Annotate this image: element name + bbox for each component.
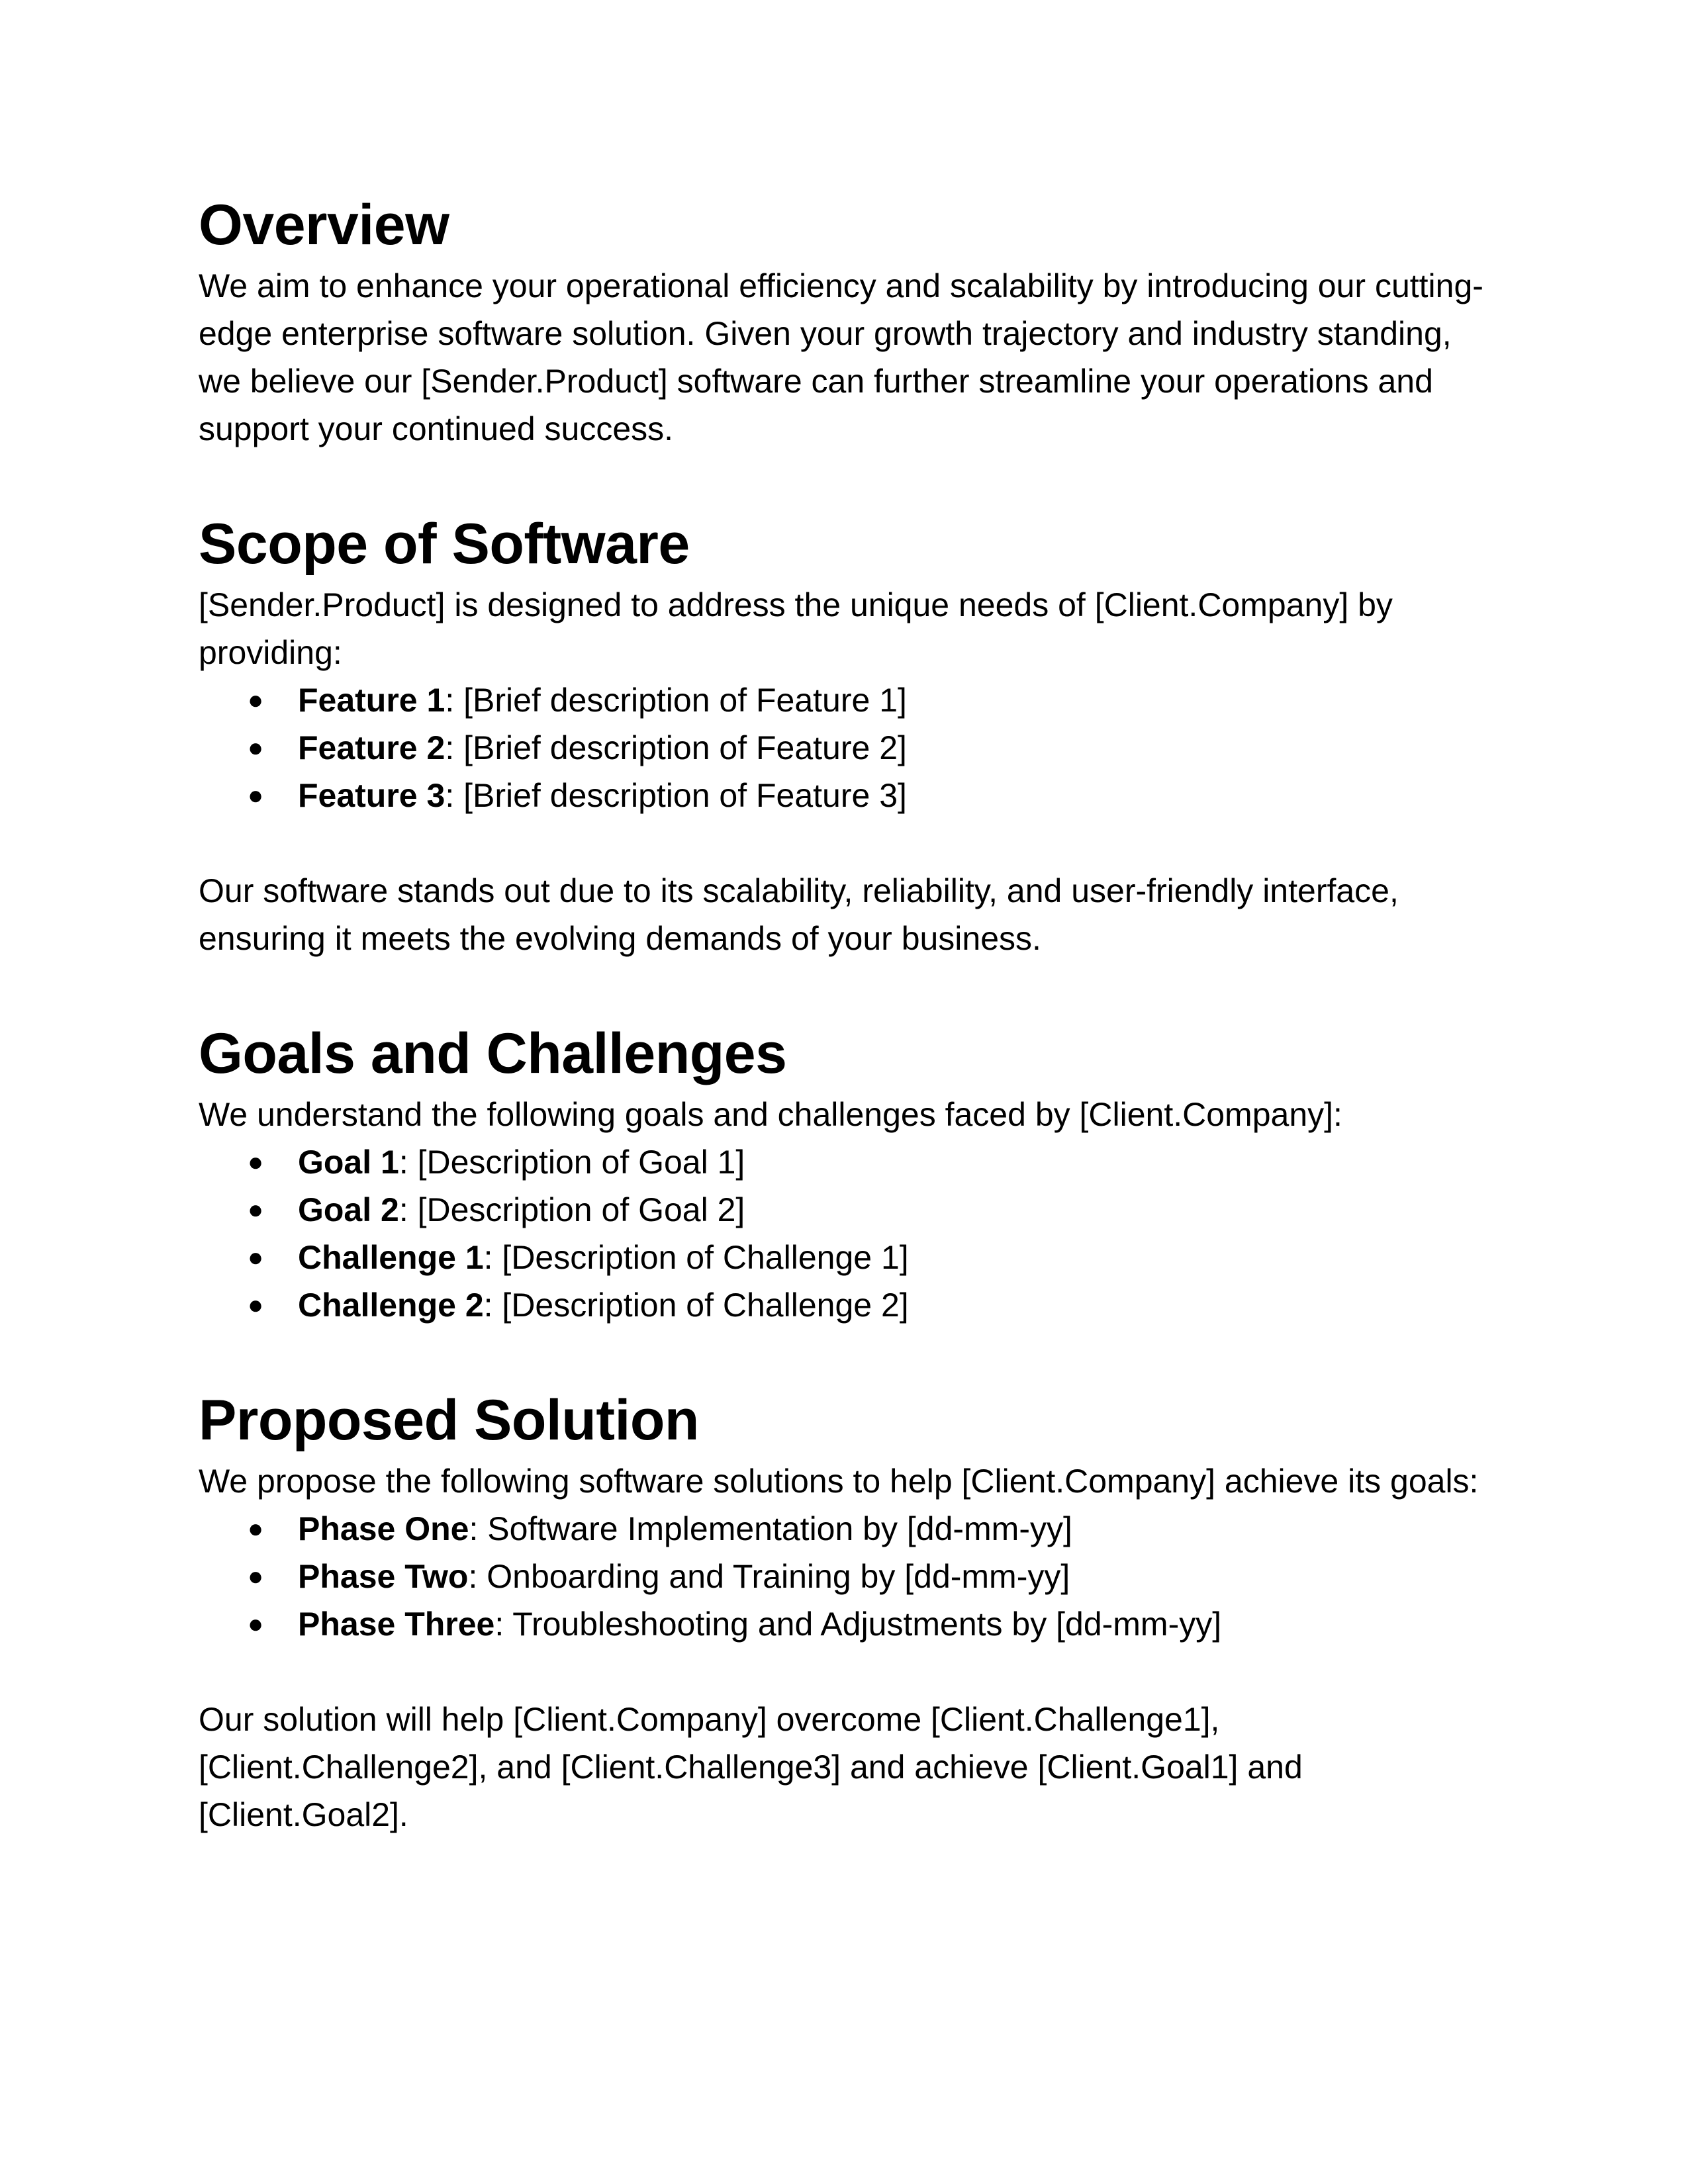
overview-heading: Overview: [199, 193, 449, 257]
overview-body: We aim to enhance your operational efficiency and scalability by introducing our cutting-edge enterprise software solution. Given your growth trajectory and industry standing, we believe our [Sender.Product] software can further streamline your operations and support your continued success.: [199, 267, 1483, 447]
item-label: Feature 1: [298, 682, 445, 719]
item-label: Phase One: [298, 1510, 469, 1547]
item-text: : [Description of Challenge 1]: [483, 1239, 909, 1276]
item-text: : Onboarding and Training by [dd-mm-yy]: [468, 1558, 1070, 1595]
item-text: : [Description of Challenge 2]: [483, 1287, 909, 1324]
item-label: Goal 1: [298, 1144, 399, 1181]
spacer: [199, 819, 1496, 867]
item-label: Phase Two: [298, 1558, 469, 1595]
bullet-icon: ●: [248, 1562, 264, 1591]
item-text: : [Brief description of Feature 2]: [445, 729, 907, 766]
item-text: : [Description of Goal 2]: [399, 1191, 745, 1228]
scope-section: [199, 511, 1496, 962]
solution-section: [199, 1387, 1496, 1839]
phase-list: [199, 1505, 1496, 1648]
overview-section: [199, 192, 1496, 453]
bullet-icon: ●: [248, 1610, 264, 1639]
list-item: [199, 1234, 1496, 1281]
item-label: Challenge 1: [298, 1239, 484, 1276]
list-item: [199, 1553, 1496, 1600]
item-label: Feature 3: [298, 777, 445, 814]
scope-closing: Our software stands out due to its scalability, reliability, and user-friendly interface, ensuring it meets the evolving demands of your business.: [199, 872, 1399, 957]
list-item: [199, 772, 1496, 819]
spacer: [199, 1648, 1496, 1696]
solution-intro: We propose the following software solutions to help [Client.Company] achieve its goals:: [199, 1463, 1479, 1500]
item-label: Goal 2: [298, 1191, 399, 1228]
item-text: : Troubleshooting and Adjustments by [dd-mm-yy]: [494, 1606, 1222, 1643]
list-item: [199, 1281, 1496, 1329]
scope-heading: Scope of Software: [199, 512, 690, 576]
bullet-icon: ●: [248, 686, 264, 715]
bullet-icon: ●: [248, 1514, 264, 1543]
solution-closing: Our solution will help [Client.Company] overcome [Client.Challenge1], [Client.Challenge2], and [Client.Challenge3] and achieve [Client.Goal1] and [Client.Goal2].: [199, 1701, 1303, 1833]
list-item: [199, 1505, 1496, 1553]
bullet-icon: ●: [248, 781, 264, 810]
item-label: Feature 2: [298, 729, 445, 766]
list-item: [199, 1600, 1496, 1648]
scope-intro: [Sender.Product] is designed to address the unique needs of [Client.Company] by providing:: [199, 586, 1393, 671]
feature-list: [199, 676, 1496, 819]
goals-section: [199, 1021, 1496, 1329]
document-page: [199, 192, 1496, 1897]
list-item: [199, 724, 1496, 772]
bullet-icon: ●: [248, 1148, 264, 1177]
list-item: [199, 1138, 1496, 1186]
list-item: [199, 676, 1496, 724]
bullet-icon: ●: [248, 1291, 264, 1320]
item-text: : [Description of Goal 1]: [399, 1144, 745, 1181]
goals-list: [199, 1138, 1496, 1329]
item-label: Challenge 2: [298, 1287, 484, 1324]
item-text: : Software Implementation by [dd-mm-yy]: [469, 1510, 1072, 1547]
bullet-icon: ●: [248, 733, 264, 762]
bullet-icon: ●: [248, 1195, 264, 1224]
item-label: Phase Three: [298, 1606, 495, 1643]
goals-heading: Goals and Challenges: [199, 1022, 787, 1085]
goals-intro: We understand the following goals and challenges faced by [Client.Company]:: [199, 1096, 1342, 1133]
solution-heading: Proposed Solution: [199, 1388, 699, 1452]
item-text: : [Brief description of Feature 1]: [445, 682, 907, 719]
list-item: [199, 1186, 1496, 1234]
bullet-icon: ●: [248, 1243, 264, 1272]
item-text: : [Brief description of Feature 3]: [445, 777, 907, 814]
